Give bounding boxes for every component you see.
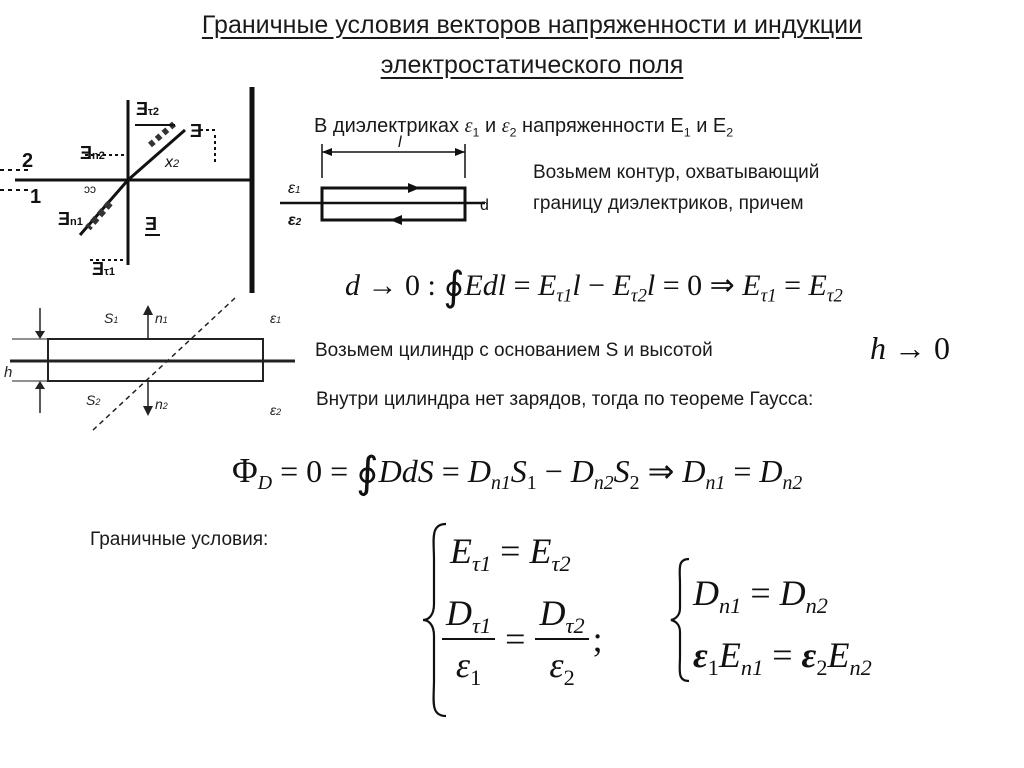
e-tau1-label: Ǝτ1 <box>92 259 116 279</box>
n1-label: n1 <box>155 310 168 326</box>
page-title-line-2: электростатического поля <box>380 51 684 79</box>
e-tau1-label-right: Ǝ <box>145 214 158 234</box>
n2-label: n2 <box>155 396 168 412</box>
n1-arrowhead <box>143 305 153 315</box>
eps2-label: ε2 <box>270 402 282 418</box>
contour-arrow-right <box>408 183 420 193</box>
gauss-text: Внутри цилиндра нет зарядов, тогда по теореме Гаусса: <box>316 389 814 410</box>
tangential-e-condition: $E_{\tau 1} = E_{\tau 2}$ <box>450 531 571 576</box>
dielectrics-statement: В диэлектриках $\varepsilon_1$ и $\varepsilon_2$ напряженности $E_1$ и $E_2$ <box>314 115 734 140</box>
x2-label: x2 <box>165 154 180 171</box>
width-d-label: d <box>480 197 489 214</box>
normal-e-condition: $\varepsilon_1E_{n1} = \varepsilon_2E_{n2}$ <box>693 635 872 680</box>
n2-arrowhead <box>143 406 153 416</box>
gauss-cylinder-figure <box>0 293 300 433</box>
contour-arrow-left <box>390 215 402 225</box>
tangential-d-condition: $\frac{D_{\tau 1}}{\varepsilon_1}$ = $\frac{D_{\tau 2}}{\varepsilon_2}$ ; <box>442 592 603 686</box>
boundary-conditions-label: Граничные условия: <box>90 529 269 550</box>
contour-text-line-1: Возьмем контур, охватывающий <box>533 162 820 183</box>
page-title-line-1: Граничные условия векторов напряженности и индукции <box>201 11 863 39</box>
normal-d-condition: $D_{n1} = D_{n2}$ <box>693 573 828 618</box>
svg-text:ɔɔ: ɔɔ <box>84 182 96 196</box>
eps2-label: ε2 <box>288 212 302 229</box>
medium-2-label: 2 <box>22 150 34 172</box>
s2-label: S2 <box>86 392 101 408</box>
cylinder-text: Возьмем цилиндр с основанием S и высотой <box>315 340 713 361</box>
e-n1-label: Ǝn1 <box>58 209 83 229</box>
s1-label: S1 <box>104 310 119 326</box>
h-arrow-down <box>35 331 45 339</box>
h-label: h <box>4 364 13 381</box>
contour-formula: d → 0 : ∮Edl = $E_{\tau 1}l - E_{\tau 2}l = 0$ ⇒ $E_{\tau 1} = E_{\tau 2}$ <box>345 264 843 309</box>
e-n2-label: Ǝn2 <box>80 143 105 163</box>
gauss-formula: $\Phi_D = 0$ = ∮DdS = $D_{n1}S_1 - D_{n2}S_2$ ⇒ $D_{n1} = D_{n2}$ <box>232 450 803 497</box>
fraction-d-tau1-over-eps1: $\frac{D_{\tau 1}}{\varepsilon_1}$ <box>442 592 495 686</box>
vector-decomposition-figure <box>0 85 270 300</box>
eps1-label: ε1 <box>288 180 301 197</box>
fraction-d-tau2-over-eps2: $\frac{D_{\tau 2}}{\varepsilon_2}$ <box>535 592 588 686</box>
contour-text-line-2: границу диэлектриков, причем <box>533 193 804 214</box>
medium-1-label: 1 <box>30 186 42 208</box>
eps1-label: ε1 <box>270 310 282 326</box>
cylinder-height-formula: h → 0 <box>870 330 950 366</box>
h-arrow-up <box>35 381 45 389</box>
contour-figure <box>280 130 500 240</box>
length-l-label: l <box>398 134 402 151</box>
right-system-brace <box>668 556 692 684</box>
e-n2-label-upper: Ǝ <box>190 121 203 141</box>
e-tau2-label: Ǝτ2 <box>136 99 160 119</box>
